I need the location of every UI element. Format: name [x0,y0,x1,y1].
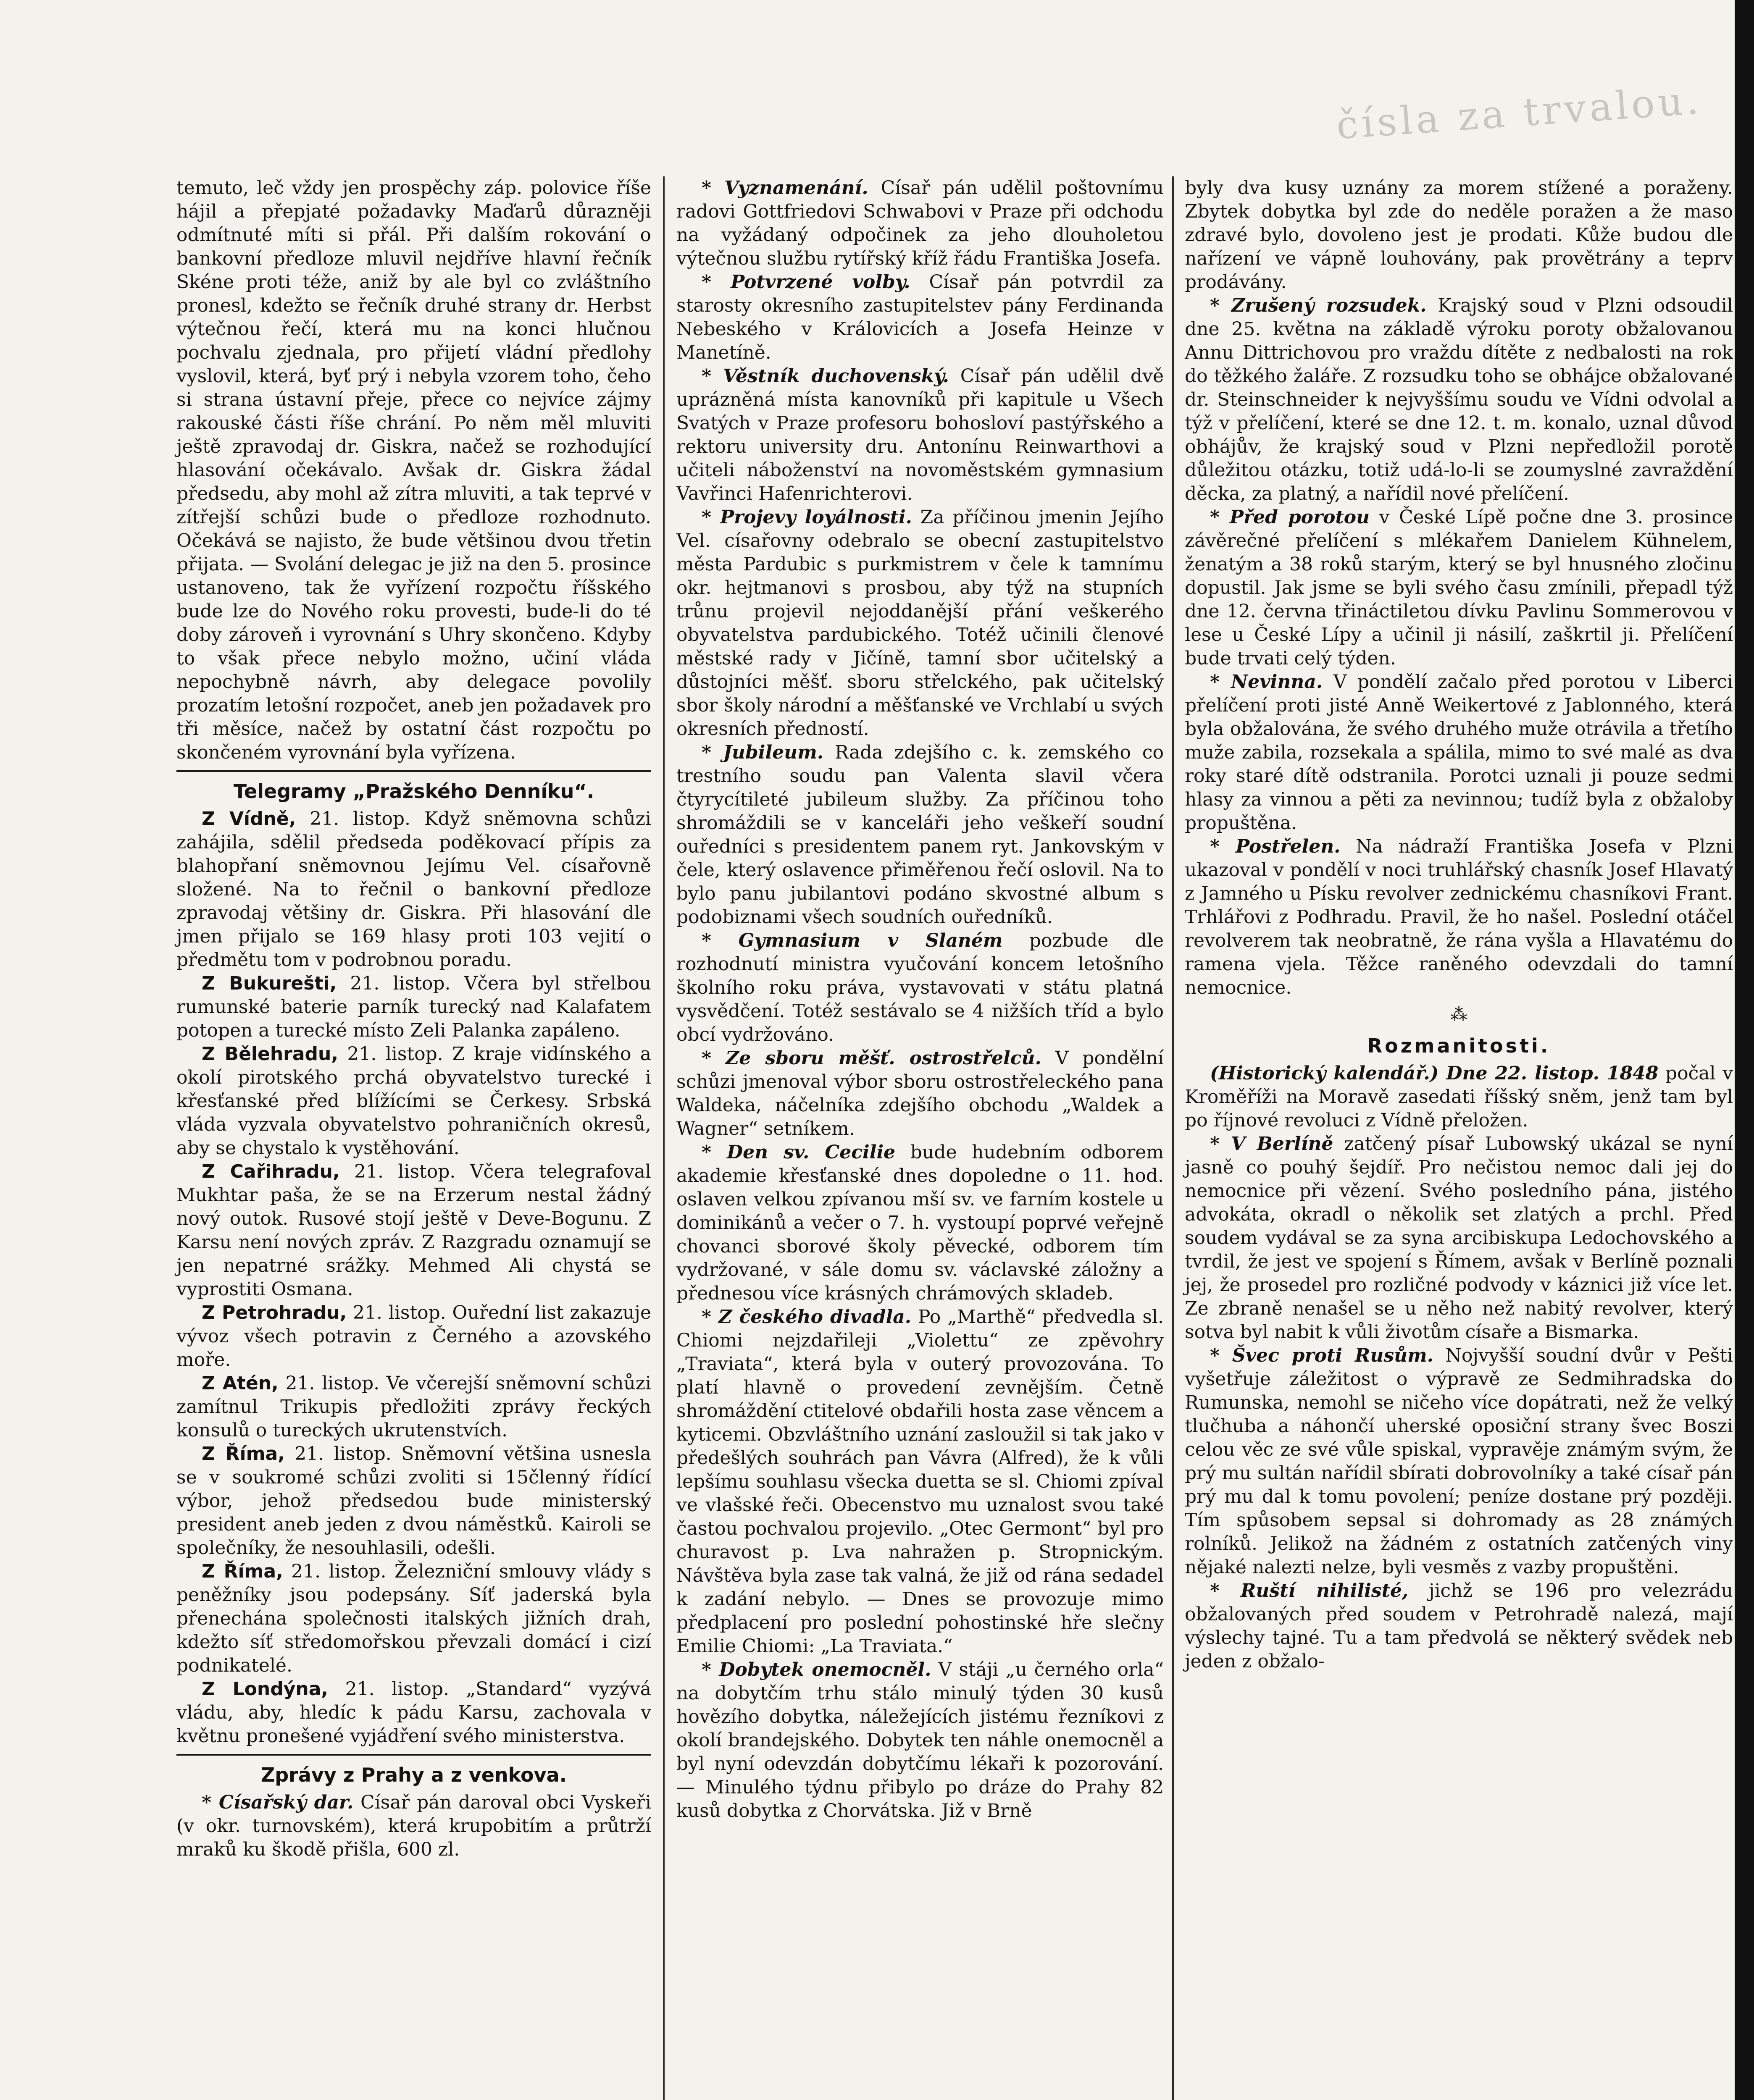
telegram-item [176,1301,651,1372]
telegram-text: 21. listop. Železniční smlouvy vlády s peněžníky jsou podepsány. Síť jaderská byla přenechána společnosti italských jižních drah, kdežto síť středomořskou převzali domácí i cizí podnikatelé. [176,1561,651,1676]
column-1 [176,176,651,1861]
dateline: Z Říma, [202,1561,283,1582]
telegram-list [176,807,651,1748]
news-item [1185,670,1733,835]
news-text: pozbude dle rozhodnutí ministra vyučování koncem letošního školního roku práva, vystavovati v státu platná vysvědčení. Totéž sestávalo se 4 nižších tříd a bylo obcí vydržováno. [676,930,1164,1045]
bleed-through-text: čísla za trvalou. [1335,77,1703,148]
news-text: V pondělí začalo před porotou v Liberci přelíčení proti jisté Anně Weikertové z Jablonného, která byla obžalována, že svého druhého muže otrávila a třetího muže zabila, rozsekala a spálila, mimo to své malé as dva roky staré dítě odstranila. Porotci uznali ji pouze sedmi hlasy za vinnou a pěti za nevinnou; tudíž byla z obžaloby propuštěna. [1185,671,1733,834]
news-item [676,1141,1164,1305]
news-lead: * Švec proti Rusům. [1210,1345,1433,1366]
dateline: Z Vídně, [202,808,296,830]
news-text: Po „Marthě“ předvedla sl. Chiomi nejzdařileji „Violettu“ ze zpěvohry „Traviata“, která byla v outerý provozována. To platí hlavně o provedení zevnějším. Četně shromáždění ctitelové obdařili hosta zase věncem a kyticemi. Obzvláštního uznání zasloužil si tak jako v předešlých souhrách pan Vávra (Alfred), že k vůli lepšímu souhlasu všecka duetta se sl. Chiomi zpíval ve vlašské řeči. Obecenstvo mu uznalost svou také častou pochvalou projevilo. „Otec Germont“ byl pro churavost p. Lva nahražen p. Stropnickým. Návštěva byla zase tak valná, že již od rána sedadel k zadání nebylo. — Dnes se provozuje mimo předplacení pro poslední pohostinské hře slečny Emilie Chiomi: „La Traviata.“ [676,1306,1164,1657]
section-header-telegrams: Telegramy „Pražského Denníku“. [233,780,594,803]
news-item [1185,294,1733,506]
column-rule [1172,176,1174,2100]
telegram-text: 21. listop. Když sněmovna schůzi zahájila, sdělil předseda poděkovací přípis za blahopřaní sněmovnou Jejímu Vel. císařovně složené. Na to řečnil o bankovní předloze zpravodaj většiny dr. Giskra. Při hlasování dle jmen přijalo se 169 hlasy proti 103 vejití o předmětu tom v podrobnou poradu. [176,808,651,971]
news-text: V pondělní schůzi jmenoval výbor sboru ostrostřeleckého pana Waldeka, náčelníka zdejšího obchodu „Waldek a Wagner“ setníkem. [676,1047,1164,1139]
column-rule [663,176,665,2100]
section-rule [176,770,651,772]
news-text: Císař pán udělil poštovnímu radovi Gottfriedovi Schwabovi v Praze při odchodu na vyžádaný odpočinek za jeho dlouholetou výtečnou službu rytířský kříž řádu Františka Josefa. [676,177,1164,269]
news-lead: * Zrušený rozsudek. [1210,295,1427,316]
telegram-item [176,1677,651,1748]
telegram-text: 21. listop. Z kraje vidínského a okolí pirotského prchá obyvatelstvo turecké i křesťanské před blížícími se Čerkesy. Srbská vláda vyzvala obyvatelstvo pohraničních okresů, aby se chystalo k vystěhování. [176,1043,652,1159]
news-lead: * Před porotou [1210,507,1370,528]
dateline: Z Bělehradu, [202,1043,339,1065]
news-text: V stáji „u černého orla“ na dobytčím trhu stálo minulý týden 30 kusů hovězího dobytka, náležejících jistému řezníkovi z okolí brandejského. Dobytek ten náhle onemocněl a byl nyní odevzdán dobytčímu lékaři k pozorování. — Minulého týdnu přibylo po dráze do Prahy 82 kusů dobytka z Chorvátska. Již v Brně [676,1659,1164,1822]
telegram-item [176,1442,651,1560]
article-text: byly dva kusy uznány za morem stížené a poraženy. Zbytek dobytka byl zde do neděle poražen a že maso zdravé bylo, dovoleno jest je prodati. Kůže budou dle nařízení ve vápně louhovány, pak provětrány a teprv prodávány. [1185,177,1733,293]
news-item [676,1047,1164,1141]
news-item [676,270,1164,365]
news-item [1185,1062,1733,1132]
news-text: Císař pán udělil dvě uprázněná místa kanovníků při kapitule u Všech Svatých v Praze profesoru bohosloví pastýřského a rektoru university dru. Antonínu Reinwarthovi a učiteli náboženství na novoměstském gymnasium Vavřinci Hafenrichterovi. [676,365,1164,504]
dateline: Z Londýna, [202,1678,329,1700]
dateline: Z Cařihradu, [202,1161,340,1182]
news-lead: * V Berlíně [1210,1133,1333,1155]
news-text: Na nádraží Františka Josefa v Plzni ukazoval v pondělí v noci truhlářský chasník Josef Hlavatý z Jamného u Písku revolver zednickému chasníkovi Frant. Trhlářovi z Podhradu. Pravil, že ho našel. Poslední otáčel revolverem tak neobratně, že rána vyšla a Hlavatému do ramena vjela. Těžce raněného odevzdali do tamní nemocnice. [1185,836,1733,998]
telegram-item [176,807,651,972]
news-text: počal v Kroměříži na Moravě zasedati říšský sněm, jenž tam byl po říjnové revoluci z Vídně přeložen. [1185,1063,1733,1131]
section-rule [176,1754,651,1756]
column-2 [676,176,1164,1823]
news-text: jichž se 196 pro velezrádu obžalovaných před soudem v Petrohradě nalezá, mají výslechy tajné. Tu a tam předvolá se některý svědek neb jeden z obžalo- [1185,1580,1733,1672]
news-text: bude hudebním odborem akademie křesťanské dnes dopoledne o 11. hod. oslaven velkou zpívanou mší sv. ve farním kostele u dominikánů a večer o 7. h. vystoupí poprvé veřejně chovanci sborové školy pěvecké, odborem tím vydržované, v sále domu sv. václavské záložny a přednesou více krásných chrámových skladeb. [676,1142,1164,1304]
telegram-text: 21. listop. Včera byl střelbou rumunské baterie parník turecký nad Kalafatem potopen a turecké místo Zeli Palanka zapáleno. [176,973,651,1041]
news-item [676,1658,1164,1823]
dateline: Z Petrohradu, [202,1302,347,1323]
dateline: Z Atén, [202,1373,279,1394]
news-text: v České Lípě počne dne 3. prosince závěrečné přelíčení s mlékařem Danielem Kühnelem, ženatým a 38 roků starým, který se byl hnusného zločinu dopustil. Jak jsme se byli svého času zmínili, přepadl týž dne 12. června třináctiletou dívku Pavlinu Sommerovou v lese u České Lípy a učinil ji násilí, zaškrtil ji. Přelíčení bude trvati celý týden. [1185,507,1733,669]
news-text: Krajský soud v Plzni odsoudil dne 25. května na základě výroku poroty obžalovanou Annu Dittrichovou pro vraždu dítěte z nedbalosti na rok do těžkého žaláře. Z rozsudku toho se obhájce obžalované dr. Steinschneider k nejvyššímu soudu ve Vídni odvolal a týž v přelíčení, které se dne 12. t. m. konalo, uznal důvod obhájův, že krajský soud v Plzni nepředložil porotě důležitou otázku, totiž udá-lo-li se zoumyslné zavraždění děcka, za platný, a nařídil nové přelíčení. [1185,295,1733,504]
news-lead: * Z českého divadla. [702,1306,912,1328]
news-lead: * Jubileum. [702,742,824,763]
news-text: Rada zdejšího c. k. zemského co trestního soudu pan Valenta slavil včera čtyrycítileté jubileum služby. Za příčinou toho shromáždili se v kanceláři jeho veškeří soudní ouředníci s presidentem panem ryt. Jankovským v čele, který oslavence přiměřenou řečí oslovil. Na to bylo panu jubilantovi podáno skvostné album s podobiznami všech soudních ouředníků. [676,742,1164,928]
dateline: Z Říma, [202,1443,285,1465]
telegram-text: 21. listop. „Standard“ vyzývá vládu, aby, hledíc k pádu Karsu, zachovala v květnu pronešené vyjádření svého ministerstva. [176,1678,651,1747]
telegram-item [176,972,651,1042]
column-3 [1185,176,1733,1673]
news-item [676,1305,1164,1658]
telegram-item [176,1042,651,1160]
telegram-item [176,1372,651,1442]
news-text: Za příčinou jmenin Jejího Vel. císařovny odebralo se obecní zastupitelstvo města Pardubic s purkmistrem v čele k tamnímu okr. hejtmanovi s prosbou, aby týž na stupních trůnu projevil nejoddanější přání veškerého obyvatelstva pardubického. Totéž učinili členové městské rady v Jičíně, tamní sbor učitelský a důstojníci měšť. sboru střelckého, pak učitelský sbor školy národní a měšťanské ve Vrchlabí u svých okresních předností. [676,507,1164,740]
ornament-separator: ⁂ [1450,1005,1467,1024]
news-item [1185,1344,1733,1579]
news-text: Císař pán daroval obci Vyskeři (v okr. turnovském), která krupobitím a průtrží mraků ku škodě přišla, 600 zl. [176,1792,651,1860]
news-lead: (Historický kalendář.) Dne 22. listop. 1848 [1210,1063,1659,1084]
news-lead: * Ruští nihilisté, [1210,1580,1409,1601]
news-item [1185,1132,1733,1344]
news-item [1185,835,1733,1000]
news-item [676,365,1164,506]
news-lead: * Nevinna. [1210,671,1323,693]
news-lead: * Potvrzené volby. [702,271,910,293]
article-text: temuto, leč vždy jen prospěchy záp. polovice říše hájil a přepjaté požadavky Maďarů důrazněji odmítnuté míti si přál. Při dalším rokování o bankovní předloze mluvil nejdříve hlavní řečník Skéne proti téže, aniž by ale byl co zvláštního pronesl, kdežto se řečník druhé strany dr. Herbst výtečnou řečí, která mu na konci hlučnou pochvalu zjednala, pro přijetí vládní předlohy vyslovil, která, byť prý i nebyla vzorem toho, čeho si strana ústavní přeje, přece co nejvíce zájmy rakouské části říše chrání. Po něm měl mluviti ještě zpravodaj dr. Giskra, načež se rozhodující hlasování očekávalo. Avšak dr. Giskra žádal předsedu, aby mohl až zítra mluviti, a tak teprvé v zítřejší schůzi bude o předloze rozhodnuto. Očekává se najisto, že bude většinou dvou třetin přijata. — Svolání delegac je již na den 5. prosince ustanoveno, tak že vyřízení rozpočtu říšského bude lze do Nového roku provesti, bude-li do té doby zároveň i vyrovnání s Uhry skončeno. Kdyby to však přece nebylo možno, učiní vláda nepochybně návrh, aby delegace povolily prozatím letošní rozpočet, aneb jen požadavek pro tři měsíce, načež by ostatní část rozpočtu po skončeném vyrovnání byla vyřízena. [176,177,651,763]
news-lead: * Dobytek onemocněl. [702,1659,931,1680]
telegram-text: 21. listop. Včera telegrafoval Mukhtar paša, že se na Erzerum nestal žádný nový outok. Rusové stojí ještě v Deve-Bogunu. Z Karsu není nových zpráv. Z Razgradu oznamují se jen nepatrné srážky. Mehmed Ali chystá se vyprostiti Osmana. [176,1161,651,1300]
news-lead: * Gymnasium v Slaném [702,930,1003,951]
telegram-text: 21. listop. Ve včerejší sněmovní schůzi zamítnul Trikupis předložiti zprávy řeckých konsulů o tureckých ukrutenstvích. [176,1373,651,1441]
news-lead: * Postřelen. [1210,836,1341,857]
scan-border [1735,0,1754,2100]
news-lead: * Vyznamenání. [702,177,868,199]
news-item [1185,1579,1733,1673]
news-item [676,741,1164,929]
news-item [676,176,1164,270]
news-lead: * Projevy loyálnosti. [702,507,912,528]
telegram-text: 21. listop. Sněmovní většina usnesla se v soukromé schůzi zvoliti si 15členný řídící výbor, jehož předsedou bude ministerský president aneb jeden z dvou náměstků. Kairoli se společníky, že nesouhlasili, odešli. [176,1443,651,1559]
news-lead: * Věstník duchovenský. [702,365,949,387]
section-header-miscellany: Rozmanitosti. [1367,1034,1551,1057]
dateline: Z Bukurešti, [202,973,337,994]
news-item [176,1791,651,1861]
telegram-item [176,1560,651,1677]
news-text: Císař pán potvrdil za starosty okresního zastupitelstev pány Ferdinanda Nebeského v Královicích a Josefa Heinze v Manetíně. [676,271,1164,363]
news-text: zatčený písař Lubowský ukázal se nyní jasně co pouhý šejdíř. Pro nečistou nemoc dali jej do nemocnice při vězení. Svého posledního pána, jistého advokáta, okradl o několik set zlatých a prchl. Před soudem vydával se za syna arcibiskupa Ledochovského a tvrdil, že jest ve spojení s Římem, avšak v Berlíně poznali jej, že prosedel pro rozličné podvody v káznici již více let. Ze zbraně nenašel se u něho než nabitý revolver, který sotva byl nabit k vůli životům císaře a Bismarka. [1185,1133,1733,1343]
news-text: Nojvyšší soudní dvůr v Pešti vyšetřuje záležitost o výpravě ze Sedmihradska do Rumunska, nemohl se ničeho více dopátrati, než že velký tlučhuba a náhončí uherské oposiční strany švec Boszi celou věc ze své vůle spiskal, vypravěje známým svým, že prý mu sultán nařídil sbírati dobrovolníky a také císař pán prý mu dal k tomu povolení; peníze dostane prý později. Tím spůsobem sepsal si dohromady as 28 známých rolníků. Jelikož na žádném z ostatních zatčených viny nějaké nalezti nelze, byli vesměs z vazby propuštěni. [1185,1345,1733,1578]
news-item [1185,506,1733,670]
news-item [676,506,1164,741]
section-header-news: Zprávy z Prahy a z venkova. [260,1764,567,1786]
news-lead: * Císařský dar. [202,1792,354,1813]
news-lead: * Den sv. Cecilie [702,1142,896,1163]
news-item [676,929,1164,1047]
news-lead: * Ze sboru měšť. ostrostřelců. [702,1047,1041,1069]
telegram-item [176,1160,651,1301]
telegram-text: 21. listop. Ouřední list zakazuje vývoz všech potravin z Černého a azovského moře. [176,1302,651,1370]
